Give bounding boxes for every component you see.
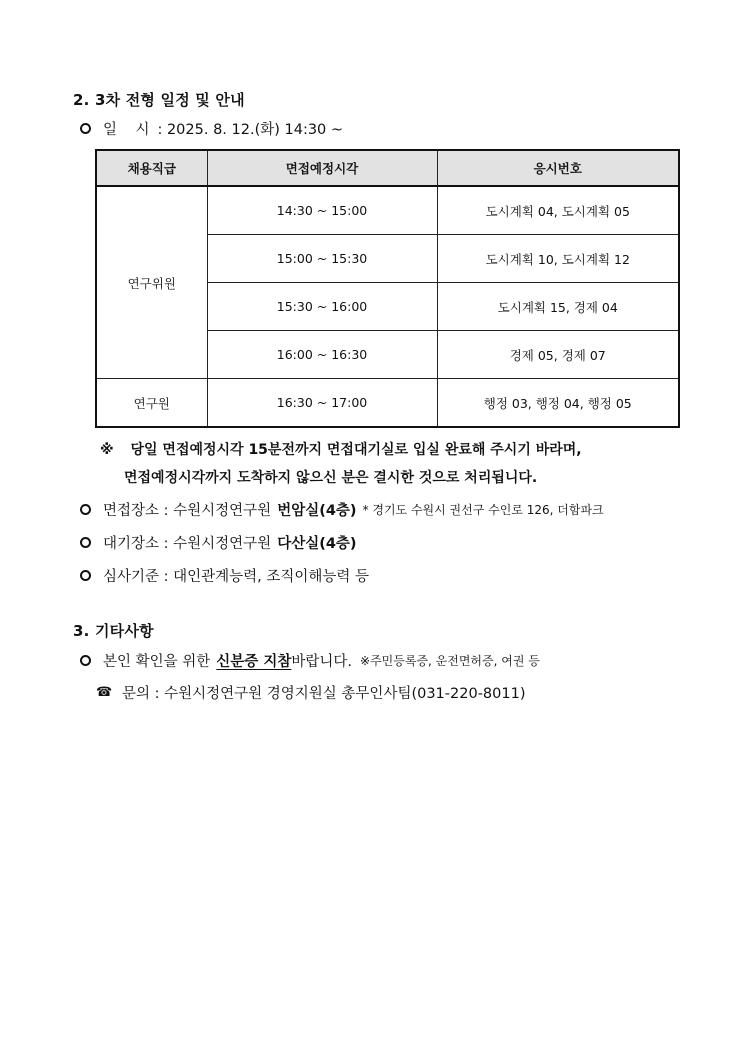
bullet-circle-icon [80,537,91,548]
contact-line [96,682,526,703]
section-2-title: 2. 3차 전형 일정 및 안내 [73,91,245,109]
section-3-title: 3. 기타사항 [73,622,154,640]
number-cell: 도시계획 10, 도시계획 12 [437,235,679,283]
id-prefix: 본인 확인을 위한 [103,654,211,670]
number-cell: 행정 03, 행정 04, 행정 05 [437,379,679,428]
venue-line [80,499,604,520]
time-cell: 16:00 ~ 16:30 [207,331,437,379]
bullet-circle-icon [80,570,91,581]
bullet-circle-icon [80,504,91,515]
notice-line-1 [100,439,582,459]
id-suffix: 바랍니다. [291,654,353,670]
header-rank: 채용직급 [96,150,207,186]
id-note: ※주민등록증, 운전면허증, 여권 등 [360,654,540,668]
bullet-circle-icon [80,123,91,134]
time-cell: 15:00 ~ 15:30 [207,235,437,283]
rank-cell: 연구원 [96,379,207,428]
datetime-label: 일 시 [103,122,150,138]
reference-mark: ※ [100,442,114,458]
contact-text: 문의 : 수원시정연구원 경영지원실 총무인사팀(031-220-8011) [122,686,526,702]
number-cell: 경제 05, 경제 07 [437,331,679,379]
waiting-label: 대기장소 : 수원시정연구원 [103,536,272,552]
venue-label: 면접장소 : 수원시정연구원 [103,503,272,519]
header-time: 면접예정시각 [207,150,437,186]
time-cell: 14:30 ~ 15:00 [207,186,437,235]
venue-address: * 경기도 수원시 권선구 수인로 126, 더함파크 [362,503,604,517]
criteria-text: 심사기준 : 대인관계능력, 조직이해능력 등 [103,569,370,585]
number-cell: 도시계획 04, 도시계획 05 [437,186,679,235]
table-row [96,379,679,428]
notice-text-1: 당일 면접예정시각 15분전까지 면접대기실로 입실 완료해 주시기 바라며, [130,442,582,458]
phone-icon: ☎ [96,685,113,700]
table-header-row [96,150,679,186]
waiting-line [80,532,357,553]
table-row [96,186,679,235]
time-cell: 16:30 ~ 17:00 [207,379,437,428]
rank-cell: 연구위원 [96,186,207,379]
header-number: 응시번호 [437,150,679,186]
venue-room: 번암실(4층) [277,503,357,519]
waiting-room: 다산실(4층) [277,536,357,552]
time-cell: 15:30 ~ 16:00 [207,283,437,331]
datetime-line [80,118,343,139]
bullet-circle-icon [80,655,91,666]
criteria-line [80,565,369,586]
id-emphasis: 신분증 지참 [216,654,292,670]
id-line [80,650,540,671]
notice-line-2: 면접예정시각까지 도착하지 않으신 분은 결시한 것으로 처리됩니다. [124,470,538,486]
datetime-value: : 2025. 8. 12.(화) 14:30 ~ [157,122,344,138]
number-cell: 도시계획 15, 경제 04 [437,283,679,331]
interview-schedule-table [95,149,680,428]
